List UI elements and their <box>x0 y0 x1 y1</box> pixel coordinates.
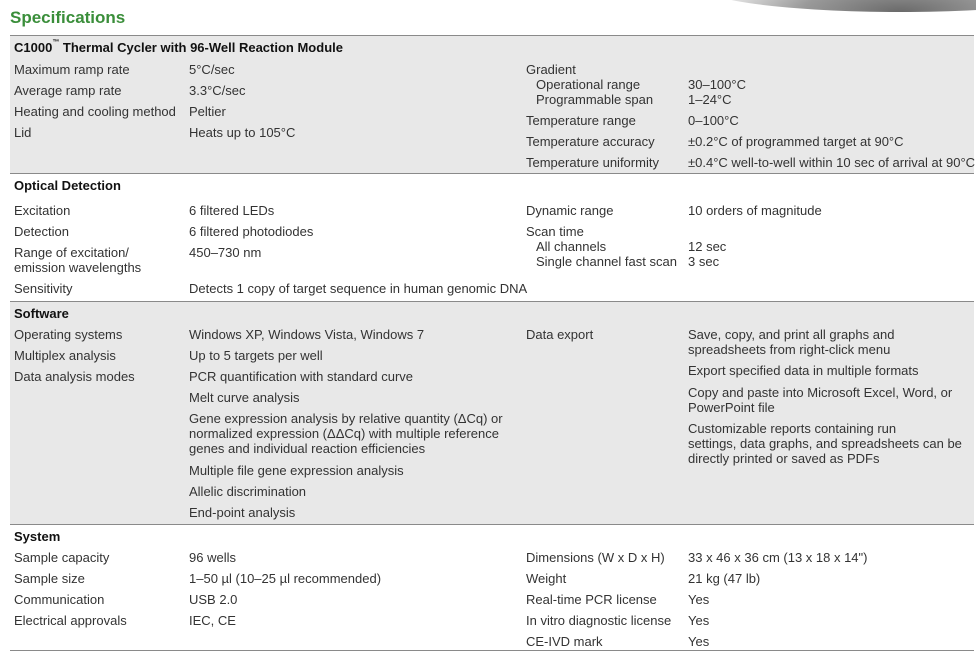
spec-label: Real-time PCR license <box>526 592 657 607</box>
system-section <box>10 524 974 651</box>
spec-value: 3.3°C/sec <box>189 83 246 98</box>
thermal-cycler-section <box>10 35 974 173</box>
spec-label: Sample size <box>14 571 85 586</box>
spec-value: Heats up to 105°C <box>189 125 296 140</box>
spec-value: Multiple file gene expression analysis <box>189 463 404 478</box>
spec-value: 12 sec <box>688 239 727 254</box>
spec-sublabel: Operational range <box>536 77 641 92</box>
spec-label: Excitation <box>14 203 71 218</box>
spec-value: settings, data graphs, and spreadsheets can be <box>688 436 962 451</box>
spec-value: genes and individual reaction efficiencies <box>189 441 426 456</box>
spec-label: Temperature range <box>526 113 636 128</box>
spec-label: Data analysis modes <box>14 369 135 384</box>
spec-value: Export specified data in multiple formats <box>688 363 919 378</box>
spec-value: normalized expression (ΔΔCq) with multiple reference <box>189 426 499 441</box>
spec-value: Peltier <box>189 104 226 119</box>
spec-value: Allelic discrimination <box>189 484 307 499</box>
spec-value: 21 kg (47 lb) <box>688 571 761 586</box>
decorative-swoosh <box>700 0 976 12</box>
spec-label: Dimensions (W x D x H) <box>526 550 665 565</box>
spec-sublabel: Programmable span <box>536 92 654 107</box>
spec-value: spreadsheets from right-click menu <box>688 342 891 357</box>
spec-label: Average ramp rate <box>14 83 122 98</box>
spec-label: Sensitivity <box>14 281 73 296</box>
software-section <box>10 301 974 524</box>
spec-value: IEC, CE <box>189 613 236 628</box>
spec-value: 96 wells <box>189 550 236 565</box>
bottom-divider <box>10 650 974 651</box>
spec-value: USB 2.0 <box>189 592 238 607</box>
spec-label: Temperature uniformity <box>526 155 659 170</box>
spec-label: Weight <box>526 571 567 586</box>
spec-label: Multiplex analysis <box>14 348 116 363</box>
spec-value: Gene expression analysis by relative quantity (ΔCq) or <box>189 411 503 426</box>
spec-value: 33 x 46 x 36 cm (13 x 18 x 14") <box>688 550 868 565</box>
spec-label: Sample capacity <box>14 550 110 565</box>
spec-value: directly printed or saved as PDFs <box>688 451 880 466</box>
optical-detection-section <box>10 173 974 301</box>
spec-label: Scan time <box>526 224 584 239</box>
spec-value: 6 filtered photodiodes <box>189 224 314 239</box>
spec-sublabel: Single channel fast scan <box>536 254 677 269</box>
spec-value: 3 sec <box>688 254 720 269</box>
spec-value: Save, copy, and print all graphs and <box>688 327 895 342</box>
spec-label: Lid <box>14 125 32 140</box>
spec-label: Electrical approvals <box>14 613 127 628</box>
spec-value: 6 filtered LEDs <box>189 203 275 218</box>
spec-label: emission wavelengths <box>14 260 142 275</box>
spec-value: ±0.2°C of programmed target at 90°C <box>688 134 904 149</box>
spec-label: Range of excitation/ <box>14 245 129 260</box>
spec-value: PCR quantification with standard curve <box>189 369 414 384</box>
spec-label: Gradient <box>526 62 576 77</box>
spec-label: CE-IVD mark <box>526 634 603 649</box>
spec-value: 450–730 nm <box>189 245 262 260</box>
spec-value: 30–100°C <box>688 77 746 92</box>
section-title: Optical Detection <box>14 178 121 193</box>
spec-value: Yes <box>688 592 710 607</box>
section-title: Software <box>14 306 69 321</box>
spec-label: In vitro diagnostic license <box>526 613 672 628</box>
spec-value: 1–24°C <box>688 92 732 107</box>
spec-sublabel: All channels <box>536 239 607 254</box>
spec-value: Detects 1 copy of target sequence in human genomic DNA <box>189 281 528 296</box>
spec-value: ±0.4°C well-to-well within 10 sec of arrival at 90°C <box>688 155 976 170</box>
page-title: Specifications <box>10 8 126 27</box>
spec-value: 5°C/sec <box>189 62 235 77</box>
spec-label: Detection <box>14 224 69 239</box>
spec-value: PowerPoint file <box>688 400 775 415</box>
section-title: System <box>14 529 61 544</box>
spec-value: Yes <box>688 634 710 649</box>
spec-value: 0–100°C <box>688 113 739 128</box>
spec-value: Copy and paste into Microsoft Excel, Word, or <box>688 385 953 400</box>
spec-value: Windows XP, Windows Vista, Windows 7 <box>189 327 425 342</box>
spec-value: Yes <box>688 613 710 628</box>
spec-value: Up to 5 targets per well <box>189 348 323 363</box>
spec-value: End-point analysis <box>189 505 296 520</box>
spec-label: Temperature accuracy <box>526 134 655 149</box>
section-title: C1000™ Thermal Cycler with 96-Well Reaction Module <box>14 39 343 55</box>
spec-label: Dynamic range <box>526 203 614 218</box>
spec-value: Customizable reports containing run <box>688 421 897 436</box>
spec-label: Communication <box>14 592 105 607</box>
spec-value: 1–50 µl (10–25 µl recommended) <box>189 571 382 586</box>
spec-value: 10 orders of magnitude <box>688 203 822 218</box>
spec-label: Data export <box>526 327 594 342</box>
spec-label: Operating systems <box>14 327 123 342</box>
spec-label: Maximum ramp rate <box>14 62 130 77</box>
spec-label: Heating and cooling method <box>14 104 176 119</box>
spec-value: Melt curve analysis <box>189 390 300 405</box>
